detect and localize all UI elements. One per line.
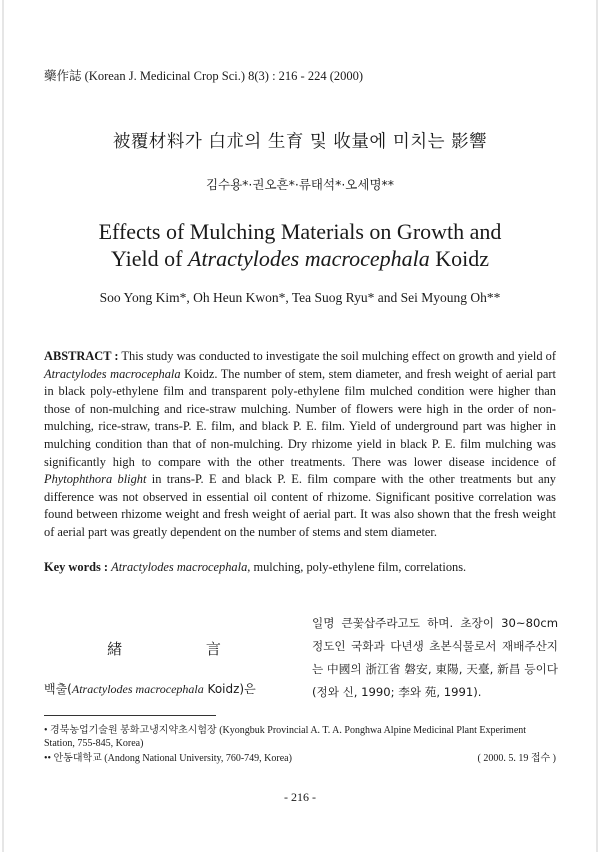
abstract-pathogen: Phytophthora blight: [44, 472, 147, 487]
page-number: - 216 -: [284, 790, 316, 804]
intro-left-column: [44, 680, 300, 697]
english-title-line1: Effects of Mulching Materials on Growth and: [98, 219, 502, 244]
footnote-divider: [44, 715, 216, 716]
section-heading-introduction: 緖 言: [107, 642, 261, 658]
title-line2-prefix: Yield of: [111, 246, 188, 271]
abstract-part2: Koidz. The number of stem, stem diameter, and fresh weight of aerial part in black poly-ethylene film and transparent poly-ethylene film mulched condition were higher than those of non-mulching and rice-straw mulching. Number of flowers were high in the order of non-mulching, rice-straw, trans-P. E. film, and black P. E. film. Yield of underground part was higher in mulching condition than that of non-mulching. Dry rhizome yield in black P. E. film mulching was significantly high to compare with the other treatments. There was lower disease incidence of: [44, 366, 556, 469]
abstract: [44, 348, 556, 542]
footnote-affiliation-2: [44, 752, 556, 765]
title-species: Atractylodes macrocephala: [188, 246, 430, 271]
abstract-part1: This study was conducted to investigate the soil mulching effect on growth and yield of: [118, 349, 556, 363]
intro-right-column: 일명 큰꽃삽주라고도 하며. 초장이 30~80cm 정도인 국화과 다년생 초본식물로서 재배주산지는 中國의 浙江省 磐安, 東陽, 天臺, 新昌 등이다(정와 신, 1990; 李와 苑, 1991).: [312, 616, 558, 699]
abstract-species: Atractylodes macrocephala: [44, 366, 181, 381]
footnote-affiliation-2-text: •• 안동대학교 (Andong National University, 760-749, Korea): [44, 753, 292, 764]
intro-left-prefix: 백출(: [44, 682, 72, 696]
journal-citation: 藥作誌 (Korean J. Medicinal Crop Sci.) 8(3) : 216 - 224 (2000): [44, 69, 364, 83]
english-title-line2: [0, 245, 600, 272]
abstract-part3: in trans-P. E and black P. E. film compare with the other treatments but any difference was not observed in essential oil content of rhizome. Significant positive correlation was found between rhizome weight and fresh weight of aerial part. It was also shown that the fresh weight of aerial part was greatly dependent on the number of stems and stem diameter.: [44, 472, 557, 539]
intro-left-suffix: Koidz)은: [203, 682, 256, 696]
english-title: [0, 218, 600, 272]
keywords-rest: , mulching, poly-ethylene film, correlations.: [247, 560, 467, 574]
abstract-label: ABSTRACT :: [44, 349, 119, 363]
keywords-species: Atractylodes macrocephala: [111, 560, 248, 574]
keywords: [44, 560, 556, 575]
title-line2-suffix: Koidz: [429, 246, 489, 271]
intro-left-species: Atractylodes macrocephala: [71, 682, 204, 696]
korean-authors: 김수용*·권오흔*·류태석*·오세명**: [205, 177, 395, 192]
korean-title: 被覆材料가 白朮의 生育 및 收量에 미치는 影響: [112, 132, 488, 152]
english-authors: Soo Yong Kim*, Oh Heun Kwon*, Tea Suog Ryu* and Sei Myoung Oh**: [99, 290, 501, 305]
footnote-affiliation-1: • 경북농업기술원 봉화고냉지약초시험장 (Kyongbuk Provincial A. T. A. Ponghwa Alpine Medicinal Plant Experiment Station, 755-845, Korea): [44, 725, 527, 749]
keywords-label: Key words :: [44, 560, 109, 574]
received-date: ( 2000. 5. 19 접수 ): [477, 753, 556, 764]
